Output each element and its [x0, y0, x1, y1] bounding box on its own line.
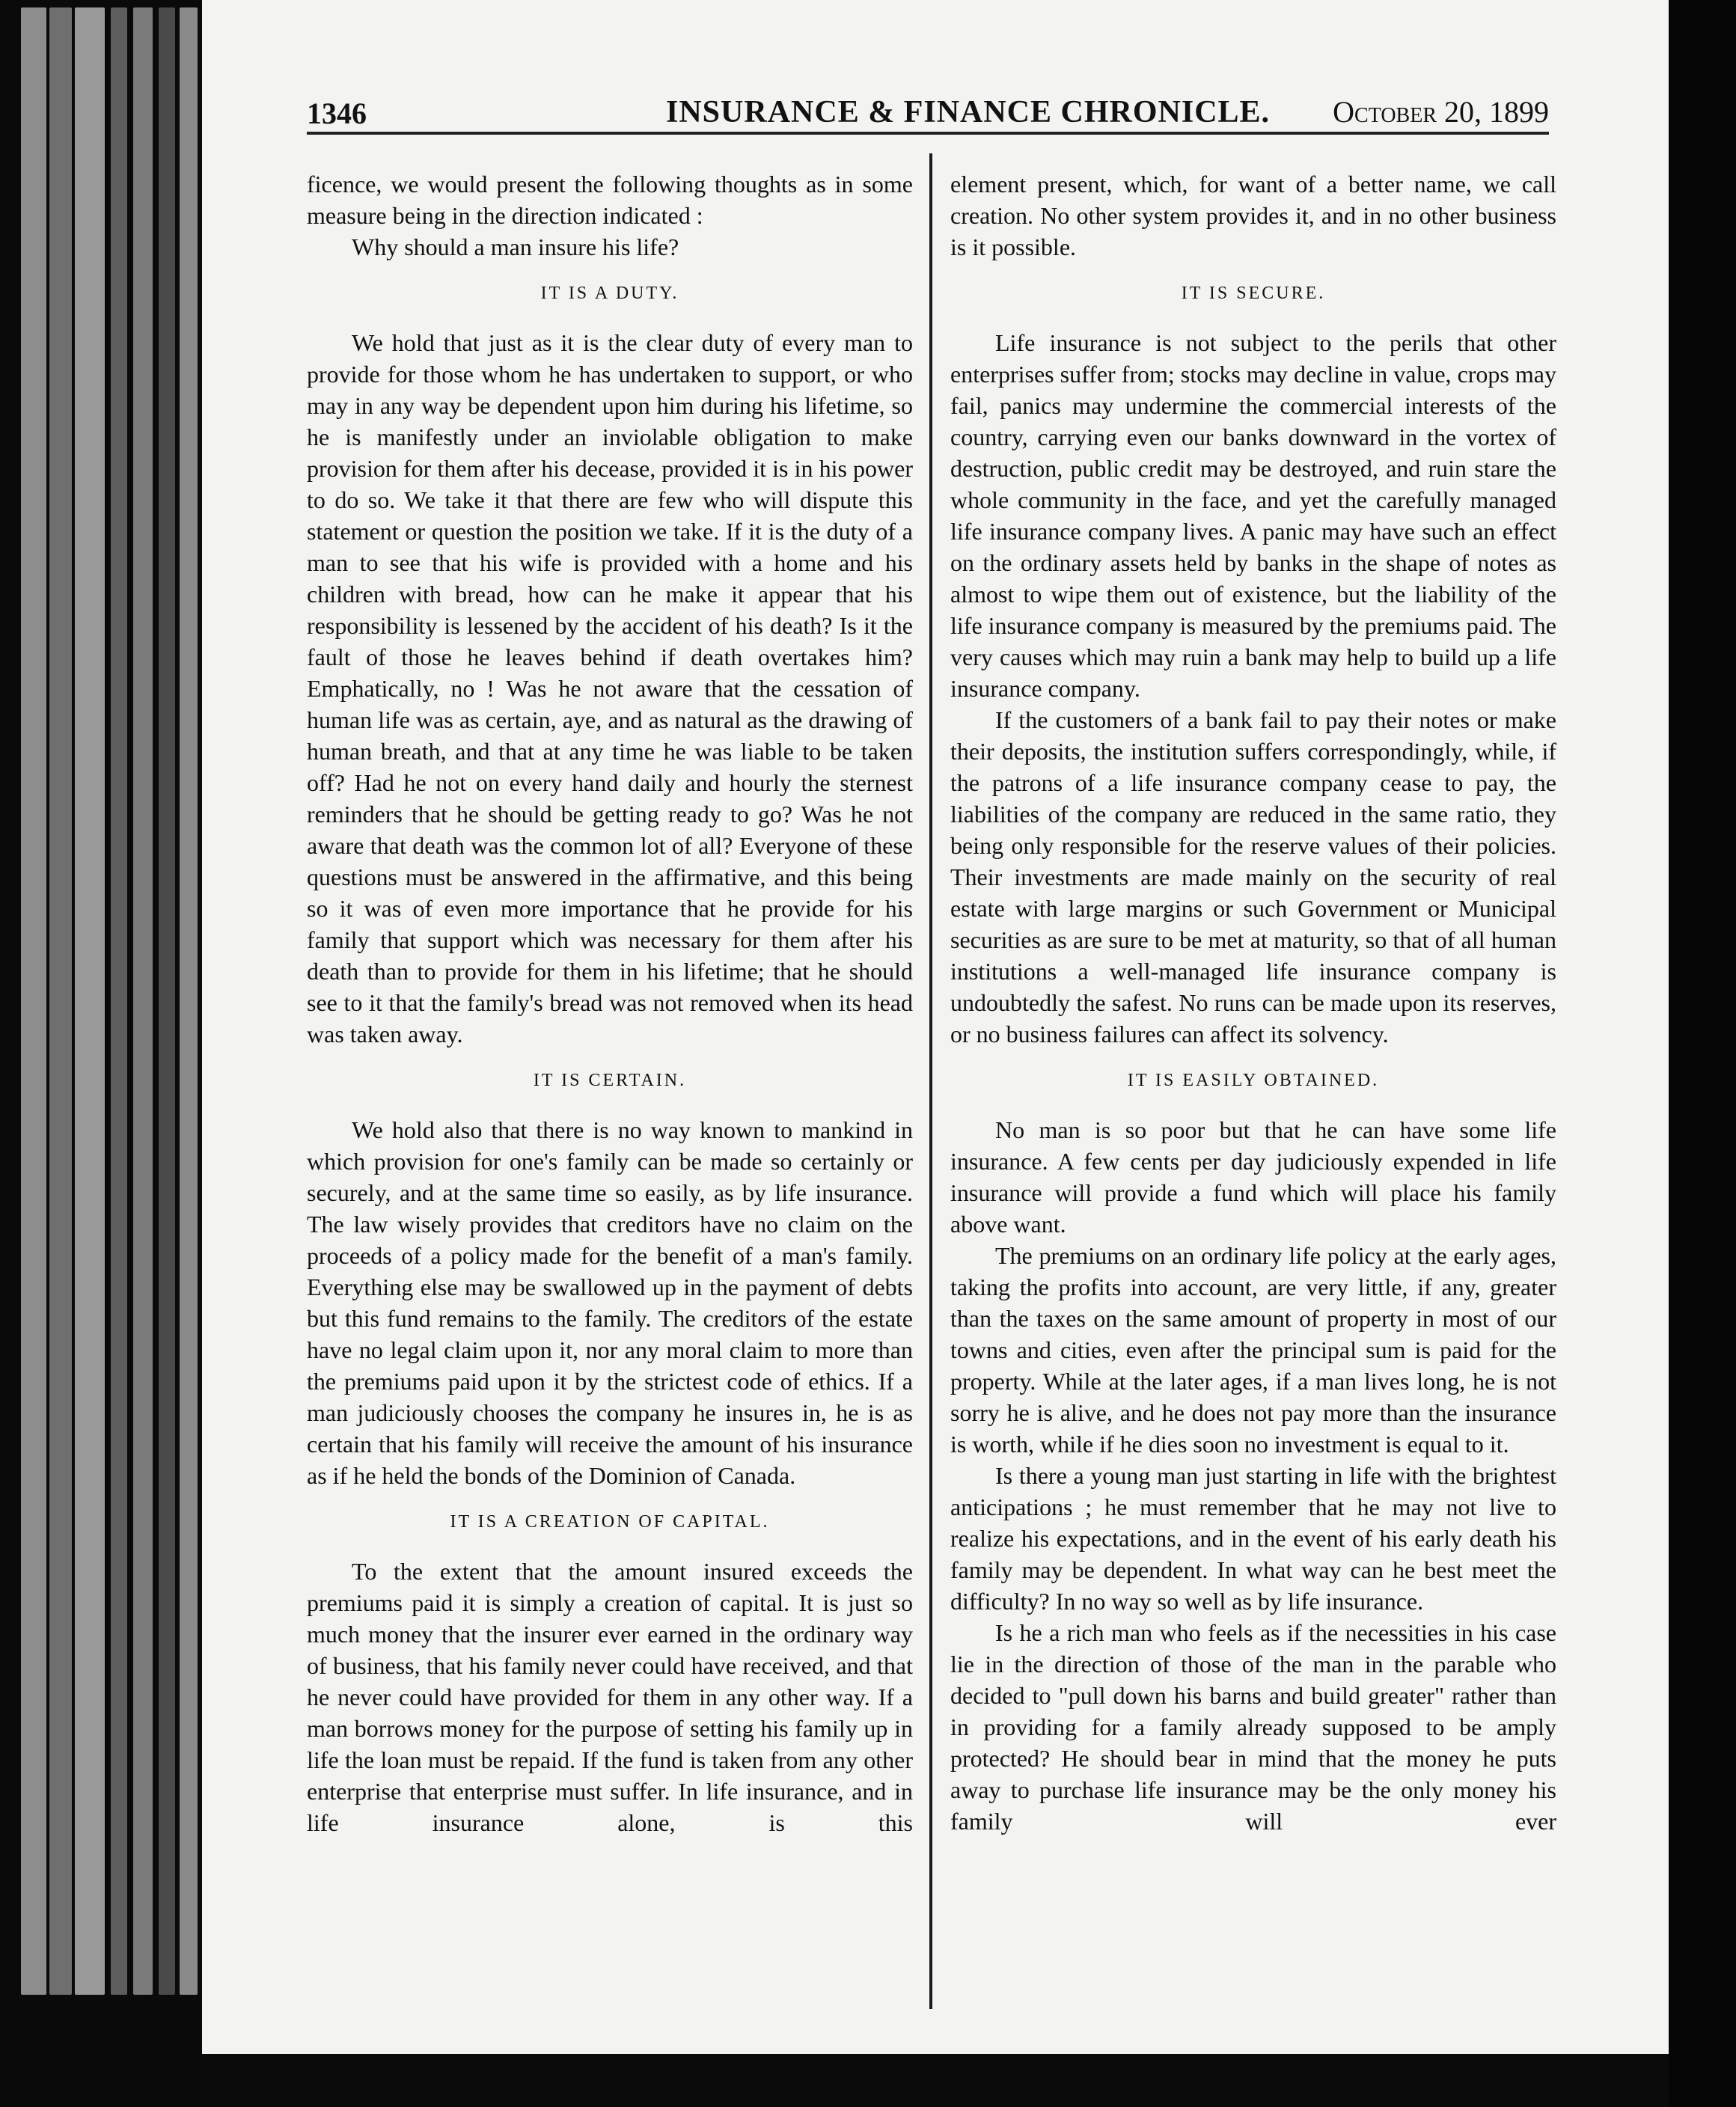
- page-edge: [180, 7, 198, 1995]
- paragraph: If the customers of a bank fail to pay their notes or make their deposits, the institution suffers correspondingly, while, if the patrons of a life insurance company cease to pay, the liabilities of the company are reduced in the same ratio, they being only responsible for the reserve values of their policies. Their investments are made mainly on the security of real estate with large margins or such Government or Municipal securities as are sure to be met at maturity, so that of all human institutions a well-managed life insurance company is undoubtedly the safest. No runs can be made upon its reserves, or no business failures can affect its solvency.: [950, 706, 1556, 1048]
- page-edge: [49, 7, 72, 1995]
- paragraph: No man is so poor but that he can have some life insurance. A few cents per day judiciously expended in life insurance will provide a fund which will place his family above want.: [950, 1116, 1556, 1238]
- question-text: Why should a man insure his life?: [352, 233, 679, 260]
- scan-border: [202, 2054, 1669, 2107]
- header-rule: [307, 132, 1549, 135]
- issue-date: October 20, 1899: [1333, 95, 1549, 129]
- paragraph: Is he a rich man who feels as if the necessities in his case lie in the direction of those of the man in the parable who decided to "pull down his barns and build greater" rather than in providing for a family already supposed to be amply protected? He should bear in mind that the money he puts away to purchase life insurance may be the only money his family will ever: [950, 1619, 1556, 1835]
- paragraph: We hold that just as it is the clear duty of every man to provide for those whom he has undertaken to support, or who may in any way be dependent upon him during his lifetime, so he is manifestly under an inviolable obligation to make provision for them after his decease, provided it is in his power to do so. We take it that there are few who will dispute this statement or question the position we take. If it is the duty of a man to see that his wife is provided with a home and his children with bread, how can he make it appear that his responsibility is lessened by the accident of his death? Is it the fault of those he leaves behind if death overtakes him? Emphatically, no ! Was he not aware that the cessation of human life was as certain, aye, and as natural as the drawing of human breath, and that at any time he was liable to be taken off? Had he not on every hand daily and hourly the sternest reminders that he should be getting ready to go? Was he not aware that death was the common lot of all? Everyone of these questions must be answered in the affirmative, and this being so it was of even more importance that he provide for his family that support which was necessary for them after his death than to provide for them in his lifetime; that he should see to it that the family's bread was not removed when its head was taken away.: [307, 329, 913, 1048]
- continuation-text: element present, which, for want of a better name, we call creation. No other system provides it, and in no other business is it possible.: [950, 171, 1556, 260]
- section-heading: IT IS SECURE.: [1181, 284, 1326, 303]
- scan-border: [1669, 0, 1736, 2107]
- column-rule: [929, 153, 932, 2009]
- paragraph: Is there a young man just starting in life with the brightest anticipations ; he must remember that he may not live to realize his expectations, and in the event of his early death his family may be dependent. In what way can he best meet the difficulty? In no way so well as by life insurance.: [950, 1462, 1556, 1615]
- page-edge: [159, 7, 175, 1995]
- page-edge: [111, 7, 127, 1995]
- paragraph: Life insurance is not subject to the perils that other enterprises suffer from; stocks may decline in value, crops may fail, panics may undermine the commercial interests of the country, carrying even our banks downward in the vortex of destruction, public credit may be destroyed, and ruin stare the whole community in the face, and yet the carefully managed life insurance company lives. A panic may have such an effect on the ordinary assets held by banks in the shape of notes as almost to wipe them out of existence, but the liability of the life insurance company is measured by the premiums paid. The very causes which may ruin a bank may help to build up a life insurance company.: [950, 329, 1556, 702]
- section-heading: IT IS EASILY OBTAINED.: [1127, 1071, 1380, 1090]
- intro-text: ficence, we would present the following thoughts as in some measure being in the direction indicated :: [307, 171, 913, 229]
- section-heading: IT IS A DUTY.: [540, 284, 679, 303]
- page-edge: [75, 7, 105, 1995]
- paragraph: To the extent that the amount insured exceeds the premiums paid it is simply a creation of capital. It is just so much money that the insurer ever earned in the ordinary way of business, that his family never could have received, and that he never could have provided for them in any other way. If a man borrows money for the purpose of setting his family up in life the loan must be repaid. If the fund is taken from any other enterprise that enterprise must suffer. In life insurance, and in life insurance alone, is this: [307, 1558, 913, 1836]
- left-column: [307, 168, 913, 1838]
- publication-title: INSURANCE & FINANCE CHRONICLE.: [666, 95, 1271, 129]
- section-heading: IT IS CERTAIN.: [533, 1071, 687, 1090]
- right-column: [950, 168, 1556, 1837]
- page-edge: [133, 7, 153, 1995]
- section-heading: IT IS A CREATION OF CAPITAL.: [450, 1512, 770, 1532]
- paragraph: The premiums on an ordinary life policy at the early ages, taking the profits into account, are very little, if any, greater than the taxes on the same amount of property in most of our towns and cities, even after the principal sum is paid for the property. While at the later ages, if a man lives long, he is not sorry he is alive, and he does not pay more than the insurance is worth, while if he dies soon no investment is equal to it.: [950, 1242, 1556, 1458]
- paragraph: We hold also that there is no way known to mankind in which provision for one's family can be made so certainly or securely, and at the same time so easily, as by life insurance. The law wisely provides that creditors have no claim on the proceeds of a policy made for the benefit of a man's family. Everything else may be swallowed up in the payment of debts but this fund remains to the family. The creditors of the estate have no legal claim upon it, nor any moral claim to more than the premiums paid upon it by the strictest code of ethics. If a man judiciously chooses the company he insures in, he is as certain that his family will receive the amount of his insurance as if he held the bonds of the Dominion of Canada.: [307, 1116, 913, 1489]
- page-number: 1346: [307, 97, 367, 130]
- page-edges: [0, 0, 202, 2107]
- page-edge: [21, 7, 46, 1995]
